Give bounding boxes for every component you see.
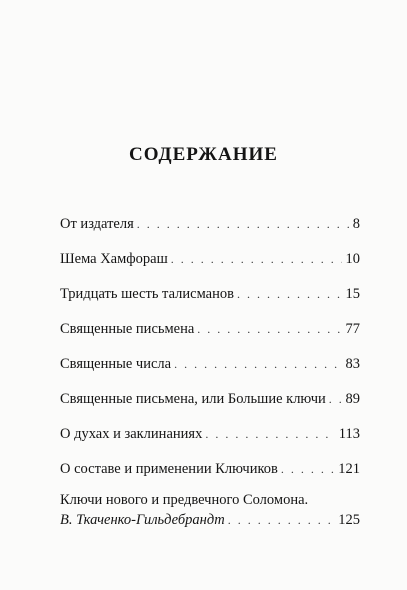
toc-entry-page: 83: [345, 356, 360, 372]
toc-entry-title: О составе и применении Ключиков: [60, 461, 278, 477]
toc-entry-page: 77: [345, 321, 360, 337]
toc-entry-page: 125: [338, 512, 360, 528]
toc-entry-author-line: [60, 512, 360, 529]
toc-entry-title: Священные письмена: [60, 321, 195, 337]
toc-entry: [60, 286, 360, 303]
toc-entry: [60, 251, 360, 268]
toc-entry-multiline: [60, 492, 360, 529]
dot-leader: [174, 356, 341, 373]
toc-entry: [60, 356, 360, 373]
dot-leader: [237, 286, 342, 303]
toc-entry: [60, 216, 360, 233]
dot-leader: [205, 426, 334, 443]
toc-entry: [60, 461, 360, 478]
dot-leader: [197, 321, 341, 338]
toc-entry-page: 15: [345, 286, 360, 302]
toc-entry-title: От издателя: [60, 216, 134, 232]
toc-entry-page: 121: [338, 461, 360, 477]
dot-leader: [329, 391, 342, 408]
toc-entry-title: Шема Хамфораш: [60, 251, 168, 267]
toc-entry-page: 10: [345, 251, 360, 267]
toc-entry-page: 89: [345, 391, 360, 407]
toc-entry-page: 8: [352, 216, 360, 232]
page-title: СОДЕРЖАНИЕ: [129, 144, 278, 165]
toc-entry-title: Священные числа: [60, 356, 172, 372]
toc-entry-title: Священные письмена, или Большие ключи: [60, 391, 326, 407]
toc-entry: [60, 426, 360, 443]
toc-entry-author: В. Ткаченко-Гильдебрандт: [60, 512, 225, 528]
toc-entry-title: Тридцать шесть талисманов: [60, 286, 234, 302]
table-of-contents: [60, 216, 360, 529]
dot-leader: [281, 461, 334, 478]
dot-leader: [171, 251, 342, 268]
toc-entry-title: Ключи нового и предвечного Соломона.: [60, 492, 309, 508]
dot-leader: [228, 512, 335, 529]
toc-entry: [60, 321, 360, 338]
dot-leader: [137, 216, 349, 233]
toc-entry-page: 113: [338, 426, 360, 442]
toc-entry-title: О духах и заклинаниях: [60, 426, 203, 442]
toc-entry: [60, 391, 360, 408]
